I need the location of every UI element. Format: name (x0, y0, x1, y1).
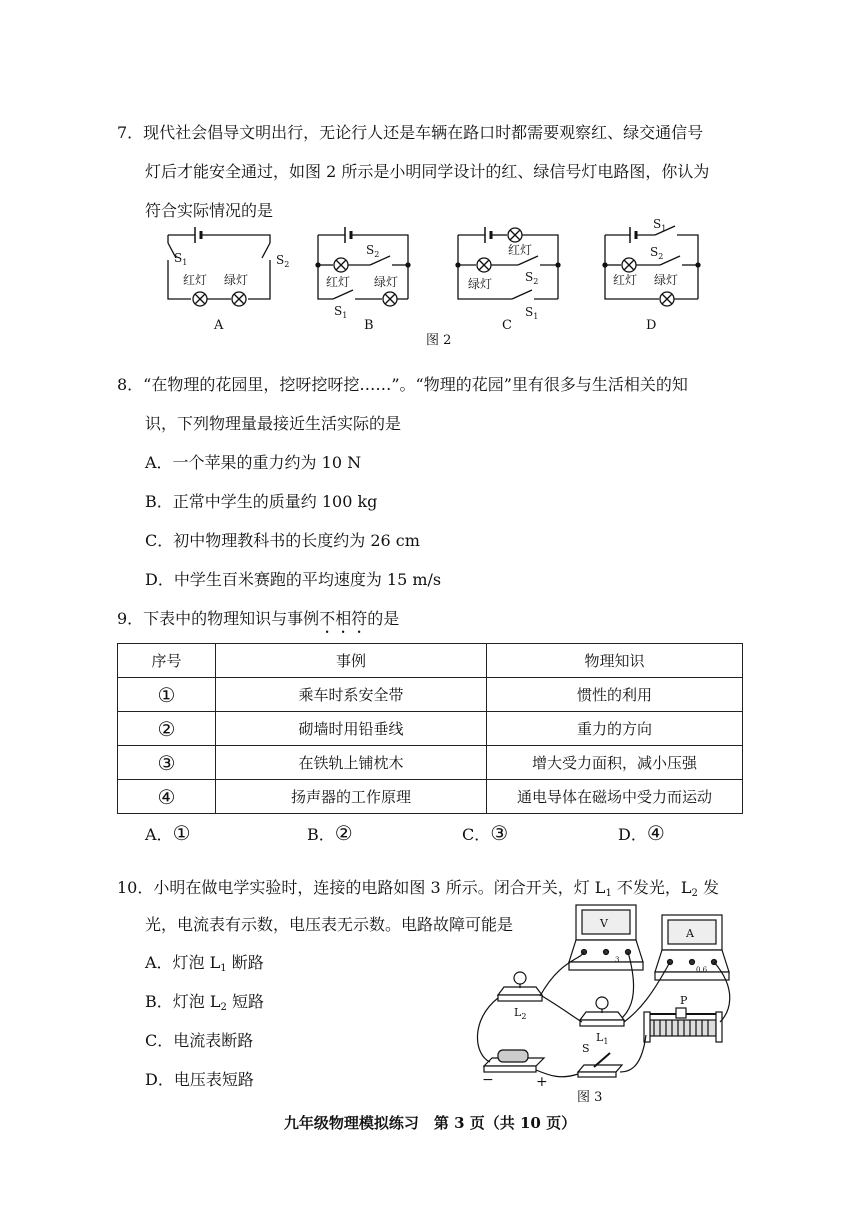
bulb-l2 (498, 972, 542, 1001)
q9-option-b: B．② (307, 821, 353, 845)
q10-option-a: A．灯泡 $L_1$ 断路 (145, 953, 264, 974)
label-d-green: 绿灯 (654, 273, 679, 287)
option-c-label: C (502, 318, 512, 333)
label-d-s1: $S_1$ (653, 218, 667, 233)
ammeter (655, 915, 729, 980)
q10-option-b: B．灯泡 $L_2$ 短路 (145, 992, 264, 1013)
table-cell-example: 乘车时系安全带 (216, 678, 487, 712)
table-row (118, 746, 743, 780)
q9-option-c: C．③ (462, 821, 509, 845)
q8-option-a: A．一个苹果的重力约为 10 N (145, 453, 362, 472)
q9-option-d: D．④ (618, 821, 665, 845)
table-row (118, 712, 743, 746)
label-s: S (582, 1042, 590, 1055)
table-cell-index: ③ (118, 746, 216, 780)
q8-option-b: B．正常中学生的质量约 100 kg (145, 492, 378, 511)
label-d-s2: $S_2$ (650, 245, 664, 261)
table-cell-index: ④ (118, 780, 216, 814)
ammeter-scale: 0.6 (696, 966, 708, 974)
q9-table (117, 643, 743, 814)
table-cell-knowledge: 通电导体在磁场中受力而运动 (487, 780, 743, 814)
q7-stem-line2: 灯后才能安全通过，如图 2 所示是小明同学设计的红、绿信号灯电路图，你认为 (145, 162, 710, 181)
q9-stem-emphasis: 不相符 (319, 609, 368, 628)
label-b-s2: $S_2$ (366, 243, 380, 259)
circuit-d (603, 226, 700, 306)
table-cell-knowledge: 重力的方向 (487, 712, 743, 746)
label-a-green: 绿灯 (224, 273, 249, 287)
battery-plus: + (536, 1074, 548, 1090)
voltmeter-scale: 3 (615, 956, 620, 964)
ammeter-label: A (686, 927, 694, 940)
label-l2: $L_2$ (514, 1006, 527, 1021)
table-header-knowledge: 物理知识 (487, 644, 743, 678)
figure-3-caption: 图 3 (577, 1090, 603, 1105)
label-a-s1: $S_1$ (174, 251, 188, 267)
q7-stem-line1: 7．现代社会倡导文明出行，无论行人还是车辆在路口时都需要观察红、绿交通信号 (117, 123, 704, 142)
q10-stem-line1: 10．小明在做电学实验时，连接的电路如图 3 所示。闭合开关，灯 $L_1$ 不发光，$L_2$ 发 (117, 878, 719, 899)
label-b-red: 红灯 (326, 275, 351, 289)
table-cell-index: ② (118, 712, 216, 746)
label-c-s2: $S_2$ (525, 270, 539, 286)
q8-stem-line1: 8．“在物理的花园里，挖呀挖呀挖……”。“物理的花园”里有很多与生活相关的知 (117, 375, 688, 394)
q10-option-c: C．电流表断路 (145, 1031, 254, 1050)
table-row (118, 678, 743, 712)
q8-stem-line2: 识，下列物理量最接近生活实际的是 (145, 414, 402, 433)
table-header-example: 事例 (216, 644, 487, 678)
table-cell-example: 砌墙时用铅垂线 (216, 712, 487, 746)
bulb-l1 (580, 997, 624, 1026)
label-c-red: 红灯 (508, 243, 533, 257)
table-cell-example: 扬声器的工作原理 (216, 780, 487, 814)
circuit-b (316, 227, 410, 306)
page-footer: 九年级物理模拟练习 第 3 页（共 10 页） (283, 1114, 577, 1132)
q9-option-a: A．① (145, 821, 191, 845)
table-row (118, 780, 743, 814)
table-cell-example: 在铁轨上铺枕木 (216, 746, 487, 780)
table-cell-index: ① (118, 678, 216, 712)
table-header-row (118, 644, 743, 678)
battery (484, 1050, 544, 1072)
figure-2-caption: 图 2 (426, 333, 452, 348)
table-cell-knowledge: 惯性的利用 (487, 678, 743, 712)
table-header-index: 序号 (118, 644, 216, 678)
table-cell-knowledge: 增大受力面积，减小压强 (487, 746, 743, 780)
option-d-label: D (646, 318, 657, 333)
q10-stem-line2: 光，电流表有示数，电压表无示数。电路故障可能是 (145, 915, 514, 934)
option-a-label: A (214, 318, 224, 333)
label-b-s1: $S_1$ (334, 304, 348, 320)
label-a-red: 红灯 (183, 273, 208, 287)
label-b-green: 绿灯 (374, 275, 399, 289)
switch (578, 1053, 622, 1077)
battery-minus: − (482, 1072, 494, 1088)
option-b-label: B (364, 318, 374, 333)
q10-option-d: D．电压表短路 (145, 1070, 254, 1089)
q9-stem-before: 9．下表中的物理知识与事例 (117, 609, 320, 628)
q9-stem-after: 的是 (367, 609, 400, 628)
voltmeter (569, 905, 643, 970)
label-p: P (680, 994, 688, 1007)
voltmeter-label: V (600, 917, 608, 930)
figure-3 (470, 900, 755, 1110)
label-c-green: 绿灯 (468, 277, 493, 291)
label-d-red: 红灯 (613, 273, 638, 287)
figure-2 (150, 218, 750, 350)
label-a-s2: $S_2$ (276, 253, 290, 269)
rheostat (644, 1008, 722, 1042)
label-l1: $L_1$ (596, 1031, 609, 1046)
q7-stem-line3: 符合实际情况的是 (145, 201, 274, 220)
label-c-s1: $S_1$ (525, 305, 539, 321)
q9-stem (117, 606, 399, 637)
q8-option-c: C．初中物理教科书的长度约为 26 cm (145, 531, 420, 550)
q8-option-d: D．中学生百米赛跑的平均速度为 15 m/s (145, 570, 442, 589)
